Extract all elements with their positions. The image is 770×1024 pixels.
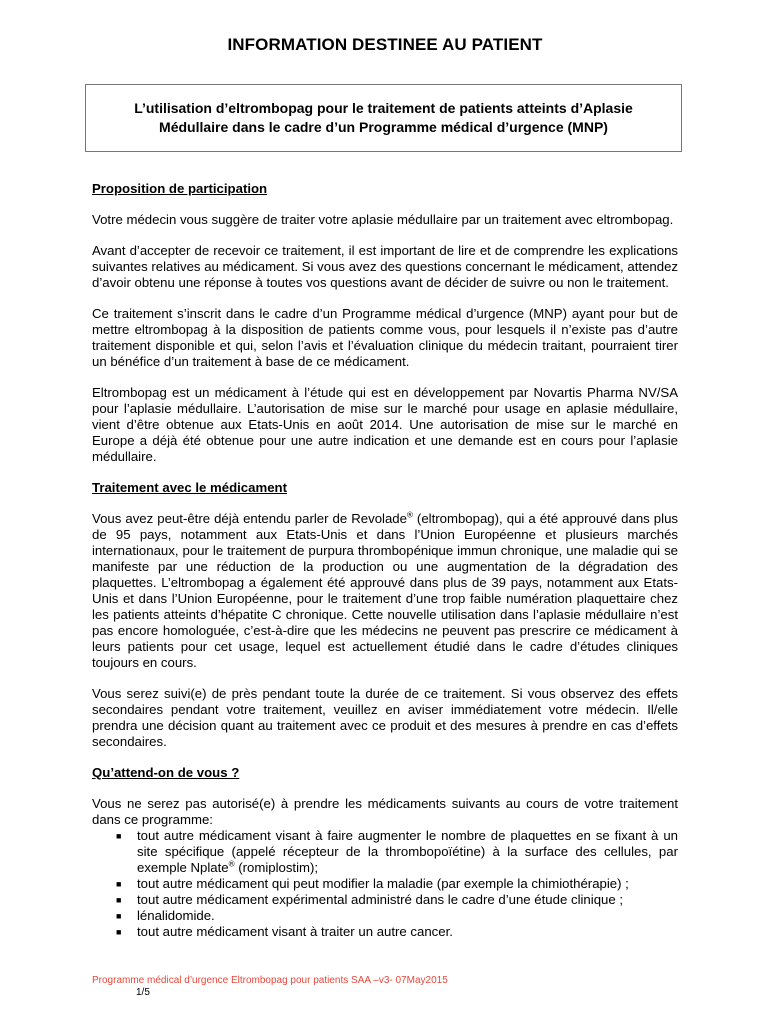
paragraph: Votre médecin vous suggère de traiter votre aplasie médullaire par un traitement avec eltrombopag.	[92, 212, 674, 227]
registered-mark: ®	[228, 859, 235, 869]
paragraph: Vous ne serez pas autorisé(e) à prendre les médicaments suivants au cours de votre traitement dans ce programme:	[92, 796, 678, 827]
list-item	[116, 828, 678, 876]
paragraph: Vous serez suivi(e) de près pendant toute la durée de ce traitement. Si vous observez des effets secondaires pendant votre traitement, veuillez en aviser immédiatement votre médecin. Il/elle prendra une décision quant au traitement avec ce produit et des mesures à prendre en cas d’effets secondaires.	[92, 686, 678, 749]
bullet-icon: ■	[116, 879, 122, 889]
list-item	[116, 908, 678, 924]
bullet-icon: ■	[116, 911, 122, 921]
document-body	[92, 181, 678, 940]
list-item	[116, 924, 678, 940]
registered-mark: ®	[406, 510, 413, 520]
footer-text: Programme médical d’urgence Eltrombopag pour patients SAA –v3- 07May2015	[92, 975, 448, 986]
heading-traitement: Traitement avec le médicament	[92, 480, 287, 495]
text-run: (eltrombopag), qui a été approuvé dans plus de 95 pays, notamment aux Etats-Unis et dans l’Union Européenne et plusieurs marchés internationaux, pour le traitement de purpura thrombopénique immun chronique, une maladie qui se manifeste par une réduction de la production ou une augmentation de la dégradation des plaquettes. L’eltrombopag a également été approuvé dans plus de 39 pays, notamment aux Etats-Unis et dans l’Union Européenne, pour le traitement d’une trop faible numération plaquettaire chez les patients atteints d’hépatite C chronique. Cette nouvelle utilisation dans l’aplasie médullaire n’est pas encore homologuée, c’est-à-dire que les médecins ne peuvent pas prescrire ce médicament à leurs patients pour cet usage, lequel est actuellement étudié dans le cadre d’études cliniques toujours en cours.	[92, 511, 678, 670]
text-run: tout autre médicament visant à faire augmenter le nombre de plaquettes en se fixant à un site spécifique (appelé récepteur de la thrombopoïétine) à la surface des cellules, par exemple Nplate	[137, 828, 678, 875]
paragraph: Eltrombopag est un médicament à l’étude qui est en développement par Novartis Pharma NV/SA pour l’aplasie médullaire. L’autorisation de mise sur le marché pour usage en aplasie médullaire, vient d’être obtenue aux Etats-Unis en août 2014. Une autorisation de mise sur le marché en Europe a déjà été obtenue pour une autre indication et une demande est en cours pour l’aplasie médullaire.	[92, 385, 678, 464]
paragraph: Ce traitement s’inscrit dans le cadre d’un Programme médical d’urgence (MNP) ayant pour but de mettre eltrombopag à la disposition de patients comme vous, pour lesquels il n’existe pas d’autre traitement disponible et qui, selon l’avis et l’évaluation clinique du médecin traitant, pourraient tirer un bénéfice d’un traitement à base de ce médicament.	[92, 306, 678, 369]
paragraph: Avant d’accepter de recevoir ce traitement, il est important de lire et de comprendre les explications suivantes relatives au médicament. Si vous avez des questions concernant le médicament, attendez d’avoir obtenu une réponse à toutes vos questions avant de décider de suivre ou non le traitement.	[92, 243, 678, 290]
list-item	[116, 876, 678, 892]
text-run: tout autre médicament expérimental administré dans le cadre d’une étude clinique ;	[137, 892, 624, 907]
excluded-medications-list	[92, 828, 678, 940]
text-run: Vous avez peut-être déjà entendu parler de Revolade	[92, 511, 407, 526]
list-item	[116, 892, 678, 908]
heading-proposition: Proposition de participation	[92, 181, 268, 196]
bullet-icon: ■	[116, 831, 122, 841]
page-number: 1/5	[136, 987, 150, 998]
paragraph	[92, 511, 678, 671]
text-run: (romiplostim);	[234, 860, 319, 875]
text-run: tout autre médicament qui peut modifier la maladie (par exemple la chimiothérapie) ;	[137, 876, 629, 891]
bullet-icon: ■	[116, 927, 122, 937]
subject-line-1: L’utilisation d’eltrombopag pour le traitement de patients atteints d’Aplasie	[134, 100, 633, 116]
document-subject-box	[85, 84, 682, 152]
text-run: tout autre médicament visant à traiter un autre cancer.	[137, 924, 453, 939]
text-run: lénalidomide.	[137, 908, 215, 923]
page-title: INFORMATION DESTINEE AU PATIENT	[227, 35, 543, 54]
bullet-icon: ■	[116, 895, 122, 905]
subject-line-2: Médullaire dans le cadre d’un Programme médical d’urgence (MNP)	[159, 119, 608, 135]
heading-attend: Qu’attend-on de vous ?	[92, 765, 240, 780]
